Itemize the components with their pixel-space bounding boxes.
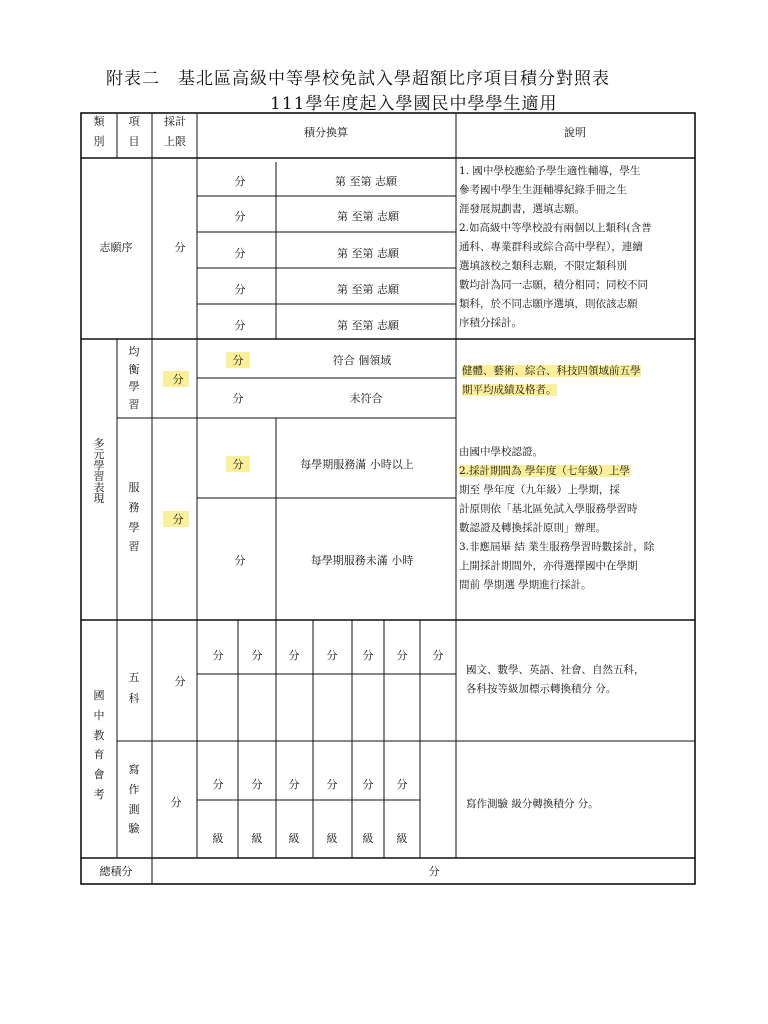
writing-item: 寫 作 測 驗 (128, 763, 140, 836)
service-points: 分 (234, 554, 246, 567)
document-subtitle: 111學年度起入學國民中學學生適用 (270, 94, 558, 114)
writing-cell: 分 (288, 778, 300, 791)
balanced-points: 分 (232, 392, 244, 405)
writing-level: 級 (251, 832, 263, 845)
five-subjects-cell: 分 (362, 649, 374, 662)
volunteer-points: 分 (234, 283, 246, 296)
five-subjects-item: 五 科 (128, 671, 140, 705)
service-points: 分 (232, 458, 244, 471)
five-subjects-cell: 分 (288, 649, 300, 662)
service-rule: 每學期服務未滿 小時 (310, 554, 414, 567)
volunteer-cap: 分 (174, 241, 186, 254)
volunteer-label: 志願序 (99, 241, 133, 254)
writing-cell: 分 (362, 778, 374, 791)
writing-cap: 分 (170, 796, 182, 809)
writing-level: 級 (326, 832, 338, 845)
five-subjects-cell: 分 (432, 649, 444, 662)
service-rule: 每學期服務滿 小時以上 (300, 458, 414, 471)
writing-cell: 分 (326, 778, 338, 791)
writing-cell: 分 (396, 778, 408, 791)
volunteer-points: 分 (234, 175, 246, 188)
header-explanation: 說明 (564, 126, 586, 139)
writing-level: 級 (362, 832, 374, 845)
volunteer-points: 分 (234, 319, 246, 332)
document-title: 附表二 基北區高級中等學校免試入學超額比序項目積分對照表 (106, 69, 610, 89)
writing-level: 級 (212, 832, 224, 845)
exam-label: 國 中 教 育 會 考 (93, 689, 105, 801)
writing-level: 級 (396, 832, 408, 845)
header-item: 項 目 (128, 115, 140, 148)
volunteer-rule: 第 至第 志願 (337, 283, 399, 296)
volunteer-points: 分 (234, 247, 246, 260)
volunteer-rule: 第 至第 志願 (337, 247, 399, 260)
volunteer-notes: 1. 國中學校應給予學生適性輔導，學生 參考國中學生生涯輔導紀錄手冊之生 涯發展規劃書，選填志願。 2.如高級中等學校設有兩個以上類科(含普 通科、專業群科或綜合高中學程），連續 選填該校之類科志願，不限定類科別 數均計為同一志願，積分相同；同校不同 類科，於不同志願序選填，則依該志願 序積分採計。 (459, 165, 652, 329)
five-subjects-cell: 分 (251, 649, 263, 662)
header-category: 類 別 (93, 115, 105, 148)
writing-cell: 分 (212, 778, 224, 791)
header-conversion: 積分換算 (304, 126, 348, 139)
volunteer-rule: 第 至第 志願 (335, 175, 397, 188)
balanced-cap: 分 (172, 373, 184, 386)
writing-cell: 分 (251, 778, 263, 791)
total-value: 分 (428, 865, 440, 878)
service-item: 服 務 學 習 (128, 481, 140, 554)
balanced-rule: 未符合 (349, 392, 383, 405)
balanced-rule: 符合 個領域 (332, 354, 392, 367)
five-subjects-notes: 國文、數學、英語、社會、自然五科， 各科按等級加標示轉換積分 分。 (466, 664, 645, 695)
volunteer-rule: 第 至第 志願 (337, 319, 399, 332)
balanced-notes: 健體、藝術、綜合、科技四領域前五學 期平均成績及格者。 (462, 365, 641, 396)
balanced-points: 分 (232, 354, 244, 367)
five-subjects-cell: 分 (326, 649, 338, 662)
five-subjects-cell: 分 (396, 649, 408, 662)
volunteer-points: 分 (234, 210, 246, 223)
service-notes: 由國中學校認證。 2.採計期間為 學年度（七年級）上學 期至 學年度（九年級）上學期，採 計原則依「基北區免試入學服務學習時 數認證及轉換採計原則」辦理。 3.非應屆畢 結 業生服務學習時數採計，除 上開採計期間外，亦得選擇國中在學期 間前 學期選 學期進行採計。 (459, 446, 655, 591)
five-subjects-cell: 分 (212, 649, 224, 662)
diverse-label: 多 元 學 習 表 現 (93, 437, 105, 505)
writing-level: 級 (288, 832, 300, 845)
five-subjects-cap: 分 (174, 675, 186, 688)
total-label: 總積分 (99, 865, 133, 878)
balanced-item: 均 衡 學 習 (128, 345, 140, 411)
header-cap: 採計 上限 (164, 115, 186, 148)
service-cap: 分 (172, 513, 184, 526)
writing-notes: 寫作測驗 級分轉換積分 分。 (466, 798, 599, 810)
volunteer-rule: 第 至第 志願 (337, 210, 399, 223)
